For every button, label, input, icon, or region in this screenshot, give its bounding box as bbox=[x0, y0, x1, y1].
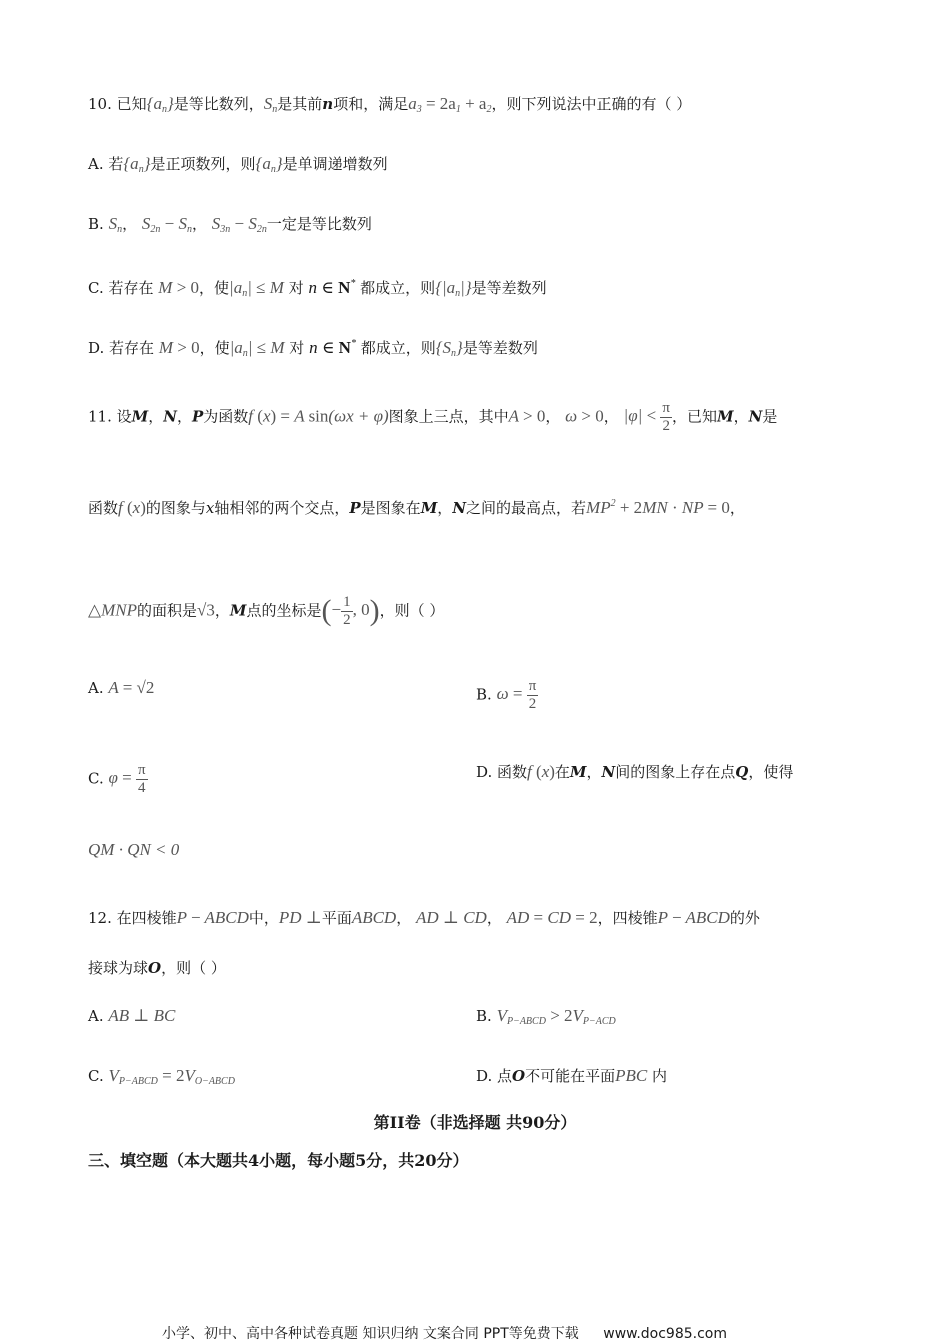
q10-option-d[interactable]: D. 若存在 M > 0，使$|a_n| \le M$ 对 n ∈ N* 都成立，则$\{S_n\}$是等差数列 bbox=[88, 338, 538, 359]
q11-option-a[interactable]: A. A = √2 bbox=[88, 678, 155, 697]
q12-option-b[interactable]: B. $V_{P-ABCD} > 2V_{P-ACD}$ bbox=[476, 1006, 616, 1027]
q12-option-d[interactable]: D. 点O不可能在平面PBC 内 bbox=[476, 1066, 668, 1085]
q10-option-b[interactable]: B. $S_n$， $S_{2n} - S_n$， $S_{3n} - S_{2n}$一定是等比数列 bbox=[88, 214, 372, 235]
section-ii-title: 第II卷（非选择题 共90分） bbox=[373, 1113, 577, 1132]
q11-option-c[interactable]: C. φ = $\frac{\pi}{4}$ bbox=[88, 762, 146, 796]
q11-option-b[interactable]: B. ω = $\frac{\pi}{2}$ bbox=[476, 678, 537, 712]
q11-option-d[interactable]: D. 函数f (x)在M，N间的图象上存在点Q，使得 bbox=[476, 762, 794, 781]
q10-option-c[interactable]: C. 若存在 M > 0，使$|a_n| \le M$ 对 n ∈ N* 都成立，则$\{|a_n|\}$是等差数列 bbox=[88, 278, 547, 299]
q12-option-a[interactable]: A. AB ⊥ BC bbox=[88, 1006, 176, 1025]
point-m-coordinates: (− $\frac{1}{2}$ , 0) bbox=[321, 594, 380, 628]
q10-option-a[interactable]: A. 若$\{a_n\}$是正项数列，则$\{a_n\}$是单调递增数列 bbox=[88, 154, 388, 175]
footer-url[interactable]: www.doc985.com bbox=[603, 1326, 727, 1342]
q11-stem-line2: 函数f (x)的图象与x轴相邻的两个交点，P是图象在M，N之间的最高点，若$MP^2 + 2MN$ · NP = 0， bbox=[88, 498, 745, 517]
q12-option-c[interactable]: C. $V_{P-ABCD} = 2V_{O-ABCD}$ bbox=[88, 1066, 235, 1087]
footer-text: 小学、初中、高中各种试卷真题 知识归纳 文案合同 PPT等免费下载 bbox=[162, 1326, 579, 1342]
q12-stem-line1: 12. 在四棱锥P − ABCD中，PD ⊥平面ABCD， AD ⊥ CD， AD = CD = 2，四棱锥P − ABCD的外 bbox=[88, 908, 760, 927]
fill-in-blank-heading: 三、填空题（本大题共4小题，每小题5分，共20分） bbox=[88, 1151, 469, 1170]
condition-eq: $a_3 = 2a_1 + a_2$ bbox=[408, 94, 492, 115]
q12-stem-line2: 接球为球O，则（ ） bbox=[88, 959, 226, 977]
footer bbox=[162, 1324, 727, 1344]
q11-option-d-continued: QM · QN < 0 bbox=[88, 840, 180, 859]
vector-condition: $MP^2 + 2MN$ · NP = 0 bbox=[586, 498, 730, 517]
q11-stem-line1: 11. 设M，N，P为函数f (x) = A sin(ωx + φ)图象上三点，其中A > 0， ω > 0， |φ| < $\frac{\pi}{2}$ ，已知M，N是 bbox=[88, 400, 778, 434]
seq-an: $\{a_n\}$ bbox=[146, 94, 174, 115]
function-def: f (x) = A sin(ωx + φ) bbox=[248, 406, 389, 426]
q11-stem-line3: △MNP的面积是√3，M点的坐标是(− $\frac{1}{2}$ , 0)，则（ ） bbox=[88, 594, 445, 628]
q10-stem: 10. 已知$\{a_n\}$是等比数列，$S_n$是其前n项和，满足$a_3 = 2a_1 + a_2$，则下列说法中正确的有（ ） bbox=[88, 94, 692, 115]
